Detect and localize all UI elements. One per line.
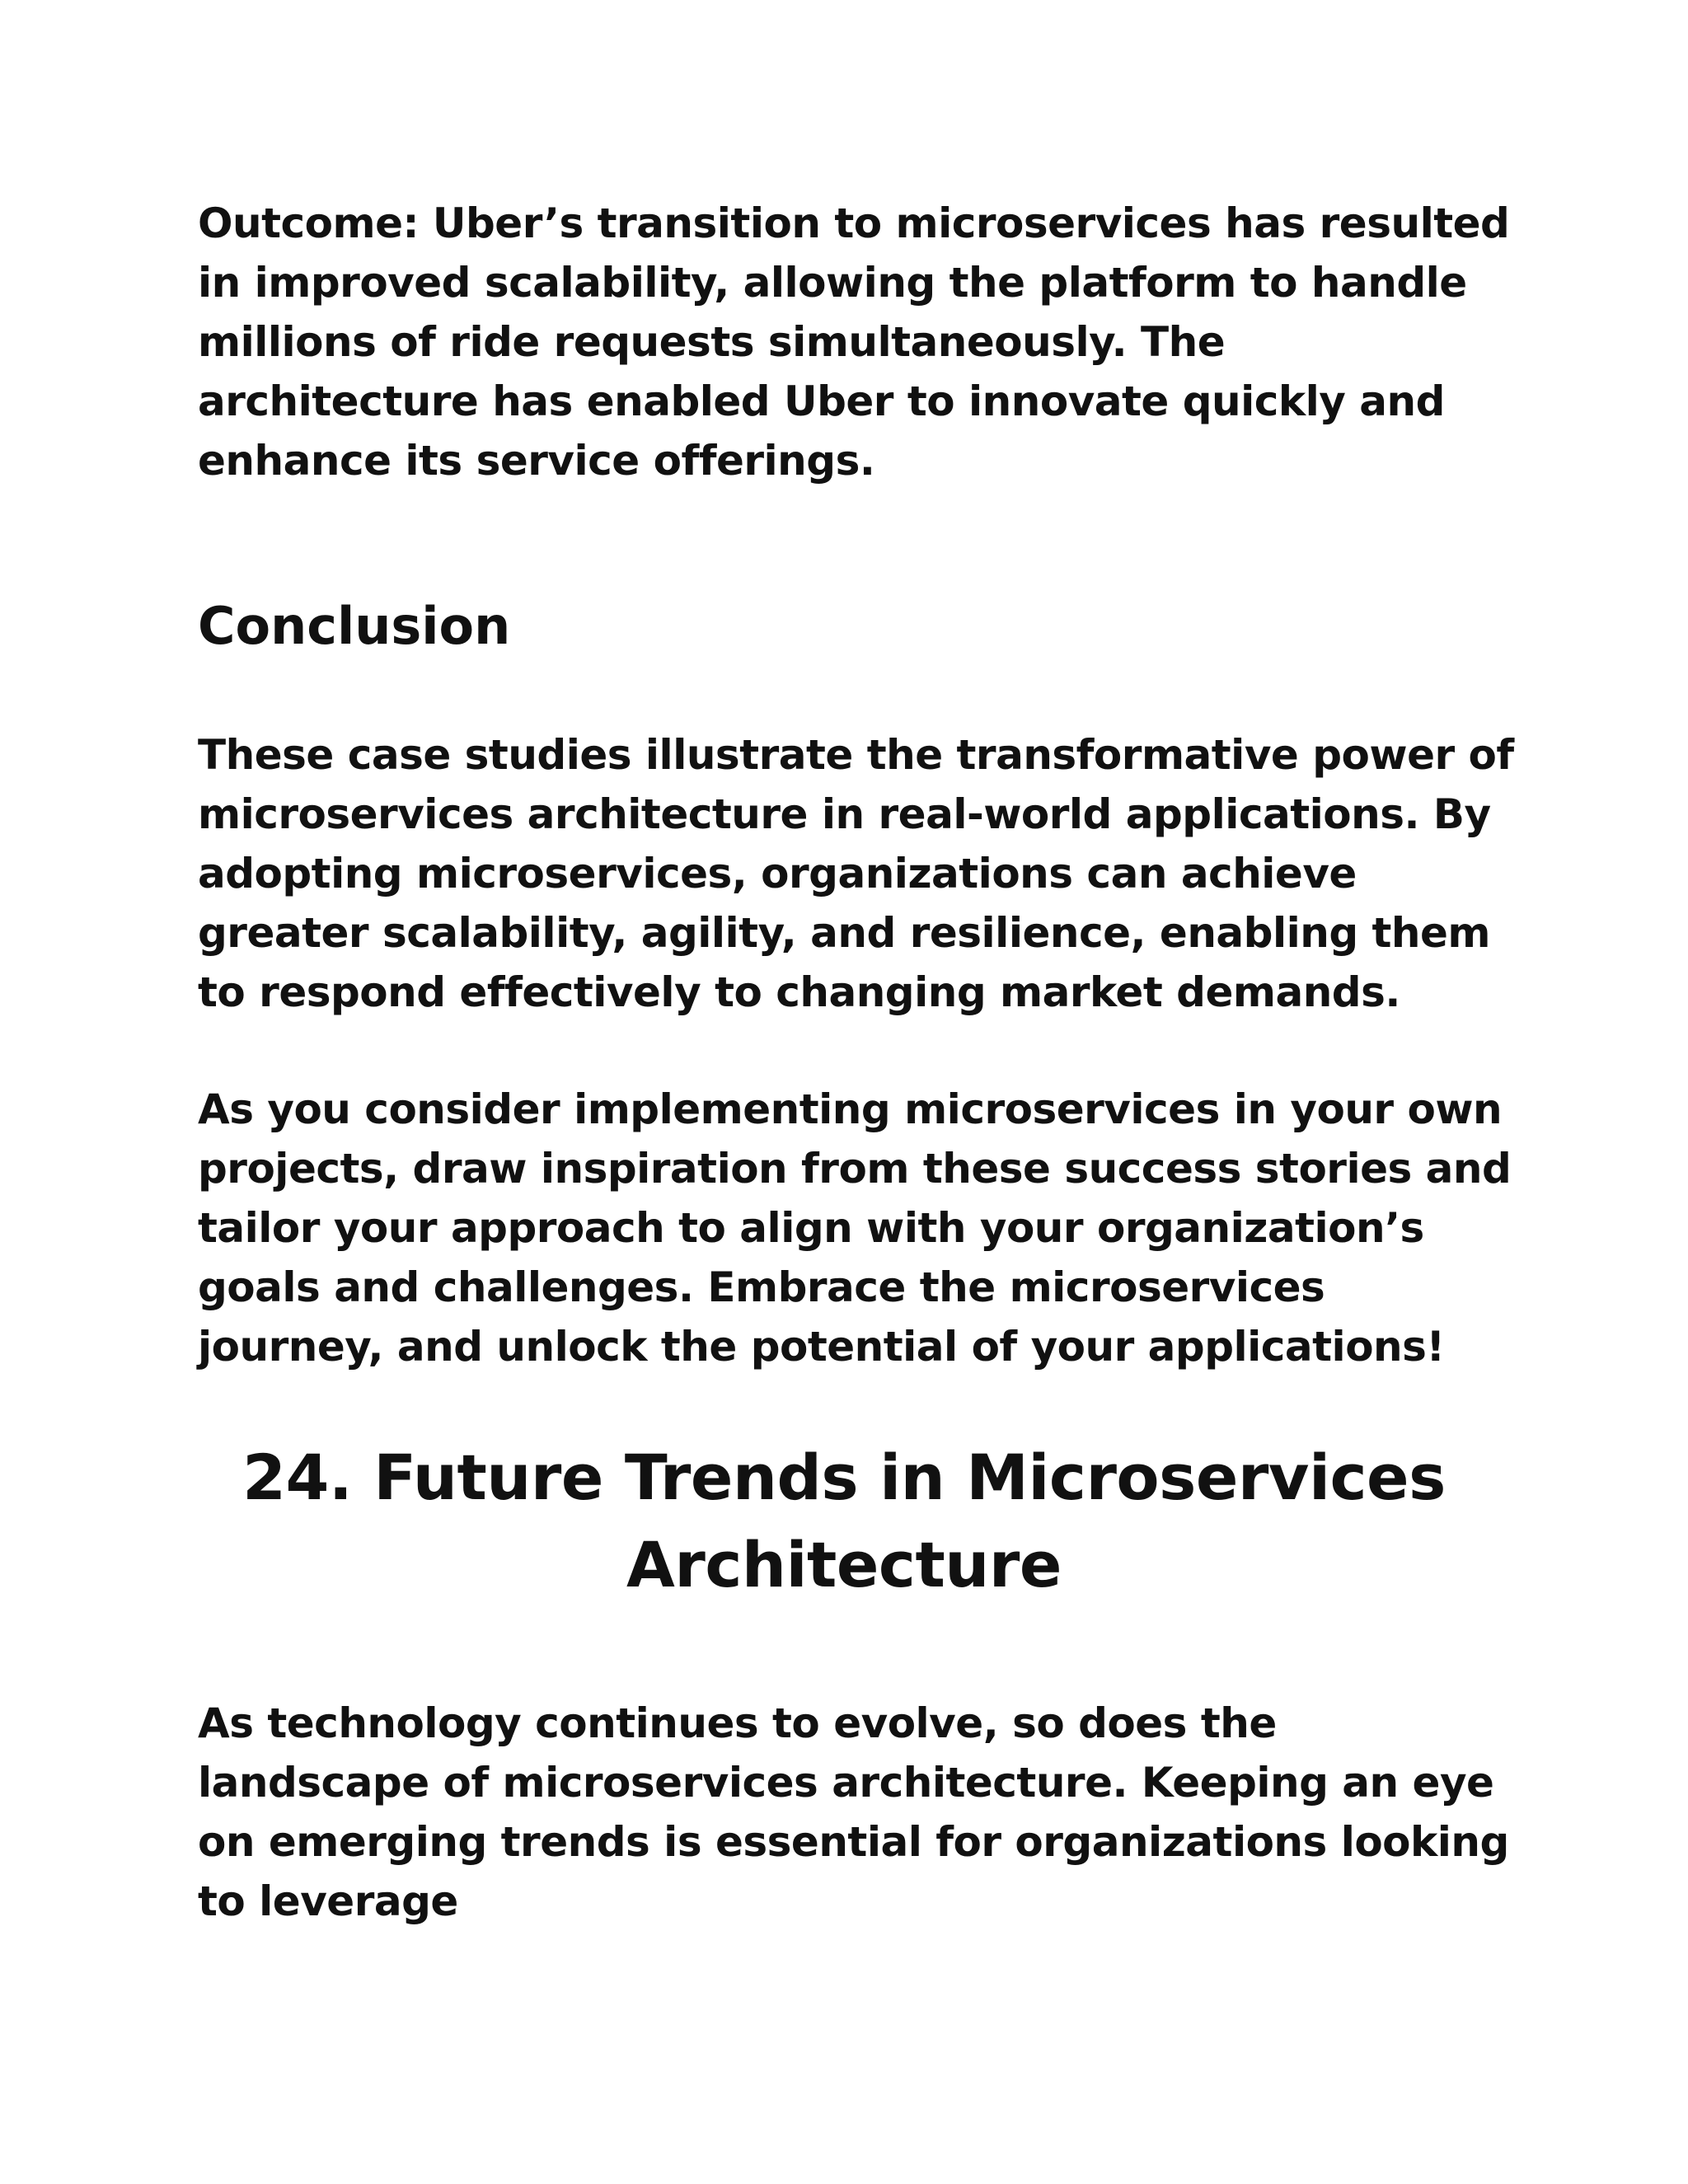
chapter-intro-paragraph: As technology continues to evolve, so does the landscape of microservices architecture. Keeping an eye on emerging trends is essential for organizations looking to leverage: [198, 1699, 1509, 1925]
conclusion-heading: Conclusion: [198, 596, 511, 656]
outcome-paragraph: Outcome: Uber’s transition to microservices has resulted in improved scalability, allowing the platform to handle millions of ride requests simultaneously. The architecture has enabled Uber to innovate quickly and enhance its service offerings.: [198, 199, 1510, 485]
conclusion-paragraph: These case studies illustrate the transformative power of microservices architecture in real-world applications. By adopting microservices, organizations can achieve greater scalability, agility, and resilience, enabling them to respond effectively to changing market demands.: [198, 731, 1514, 1016]
closing-paragraph: As you consider implementing microservices in your own projects, draw inspiration from these success stories and tailor your approach to align with your organization’s goals and challenges. Embrace the microservices journey, and unlock the potential of your applications!: [198, 1085, 1512, 1371]
chapter-heading: 24. Future Trends in Microservices Architecture: [242, 1441, 1446, 1601]
